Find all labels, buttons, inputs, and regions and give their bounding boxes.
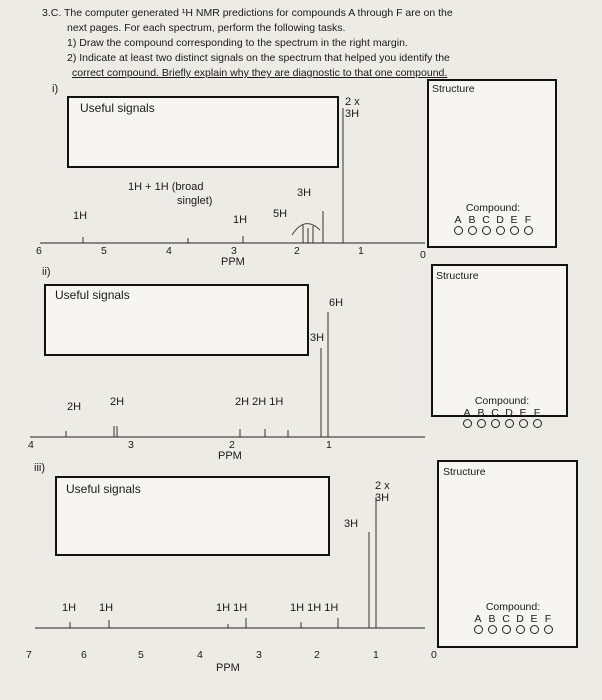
spectrum3-peak-label: 3H <box>375 492 390 504</box>
option-label: A <box>474 613 482 625</box>
spectrum2-structure-label: Structure <box>436 270 479 282</box>
spectrum3-tick: 2 <box>314 649 320 661</box>
option-label: F <box>533 407 541 419</box>
spectrum2-peak-label: 2H <box>110 396 125 408</box>
radio-d[interactable] <box>516 625 525 634</box>
spectrum2-label: ii) <box>42 266 51 278</box>
radio-a[interactable] <box>474 625 483 634</box>
option-label: F <box>544 613 552 625</box>
radio-f[interactable] <box>524 226 533 235</box>
spectrum1-peak-label: 1H <box>73 210 88 222</box>
spectrum2-peak-label: 2H 2H 1H <box>235 396 284 408</box>
option-label: D <box>496 214 504 226</box>
option-label: D <box>516 613 524 625</box>
spectrum3-label: iii) <box>34 462 45 474</box>
spectrum2-tick: 2 <box>229 439 235 451</box>
spectrum1-tick: 5 <box>101 245 107 257</box>
radio-a[interactable] <box>463 419 472 428</box>
spectrum2-tick: 1 <box>326 439 332 451</box>
question-line-4: 2) Indicate at least two distinct signals on the spectrum that helped you identify the <box>67 52 450 64</box>
spectrum3-tick: 0 <box>431 649 437 661</box>
question-line-1: 3.C. The computer generated ¹H NMR predictions for compounds A through F are on the <box>42 7 453 19</box>
spectrum1-tick: 4 <box>166 245 172 257</box>
radio-e[interactable] <box>530 625 539 634</box>
spectrum3-tick: 6 <box>81 649 87 661</box>
radio-c[interactable] <box>482 226 491 235</box>
spectrum3-useful-signals-label: Useful signals <box>66 482 141 496</box>
spectrum3-peak-label: 1H <box>62 602 77 614</box>
spectrum3-tick: 3 <box>256 649 262 661</box>
spectrum3-tick: 4 <box>197 649 203 661</box>
spectrum1-axis-label: PPM <box>221 256 245 268</box>
spectrum1-integral-curve <box>292 224 320 235</box>
spectrum1-tick: 1 <box>358 245 364 257</box>
spectrum1-peak-label: 5H <box>273 208 288 220</box>
spectrum1-tick: 3 <box>231 245 237 257</box>
radio-b[interactable] <box>477 419 486 428</box>
radio-c[interactable] <box>502 625 511 634</box>
spectrum1-label: i) <box>52 83 59 95</box>
option-label: A <box>454 214 462 226</box>
radio-d[interactable] <box>496 226 505 235</box>
compound-label: Compound: <box>485 601 541 613</box>
compound-label: Compound: <box>474 395 530 407</box>
radio-f[interactable] <box>544 625 553 634</box>
option-label: C <box>491 407 499 419</box>
spectrum1-peak-label: 3H <box>297 187 312 199</box>
question-line-2: next pages. For each spectrum, perform the following tasks. <box>67 22 346 34</box>
option-label: B <box>488 613 496 625</box>
spectrum1-peak-label: 1H + 1H (broad <box>128 181 204 193</box>
question-line-3: 1) Draw the compound corresponding to the spectrum in the right margin. <box>67 37 408 49</box>
spectrum3-structure-label: Structure <box>443 466 486 478</box>
spectrum1-tick: 2 <box>294 245 300 257</box>
option-label: F <box>524 214 532 226</box>
option-label: E <box>519 407 527 419</box>
radio-b[interactable] <box>468 226 477 235</box>
spectrum3-peak-label: 3H <box>344 518 359 530</box>
spectrum2-compound-choice <box>432 395 572 431</box>
spectrum1-peak-label: 2 x <box>345 96 360 108</box>
spectrum3-peak-label: 2 x <box>375 480 390 492</box>
spectrum2-axis-label: PPM <box>218 450 242 462</box>
option-label: E <box>530 613 538 625</box>
radio-c[interactable] <box>491 419 500 428</box>
radio-e[interactable] <box>510 226 519 235</box>
spectrum3-tick: 1 <box>373 649 379 661</box>
spectrum2-peak-label: 6H <box>329 297 344 309</box>
spectrum3-axis-label: PPM <box>216 662 240 674</box>
spectrum3-peak-label: 1H <box>99 602 114 614</box>
spectrum3-tick: 5 <box>138 649 144 661</box>
question-line-5: correct compound. Briefly explain why they are diagnostic to that one compound. <box>72 67 448 79</box>
spectrum1-tick: 6 <box>36 245 42 257</box>
radio-e[interactable] <box>519 419 528 428</box>
spectrum2-peak-label: 2H <box>67 401 82 413</box>
spectrum3-compound-choice <box>438 601 588 637</box>
spectrum3-peak-label: 1H 1H 1H <box>290 602 339 614</box>
spectrum1-tick: 0 <box>420 249 426 261</box>
radio-f[interactable] <box>533 419 542 428</box>
option-label: B <box>468 214 476 226</box>
spectrum1-peak-label: singlet) <box>177 195 213 207</box>
spectrum2-tick: 4 <box>28 439 34 451</box>
option-label: C <box>482 214 490 226</box>
option-label: B <box>477 407 485 419</box>
spectrum1-useful-signals-label: Useful signals <box>80 101 155 115</box>
spectrum1-peak-label: 3H <box>345 108 360 120</box>
spectrum3-peak-label: 1H 1H <box>216 602 248 614</box>
radio-a[interactable] <box>454 226 463 235</box>
option-label: D <box>505 407 513 419</box>
spectrum1-peak-label: 1H <box>233 214 248 226</box>
radio-d[interactable] <box>505 419 514 428</box>
spectrum1-structure-label: Structure <box>432 83 475 95</box>
spectrum2-peak-label: 3H <box>310 332 325 344</box>
option-label: C <box>502 613 510 625</box>
spectrum3-tick: 7 <box>26 649 32 661</box>
spectrum1-compound-choice <box>428 202 558 238</box>
compound-label: Compound: <box>465 202 521 214</box>
radio-b[interactable] <box>488 625 497 634</box>
spectrum2-useful-signals-label: Useful signals <box>55 288 130 302</box>
option-label: A <box>463 407 471 419</box>
spectrum2-tick: 3 <box>128 439 134 451</box>
option-label: E <box>510 214 518 226</box>
